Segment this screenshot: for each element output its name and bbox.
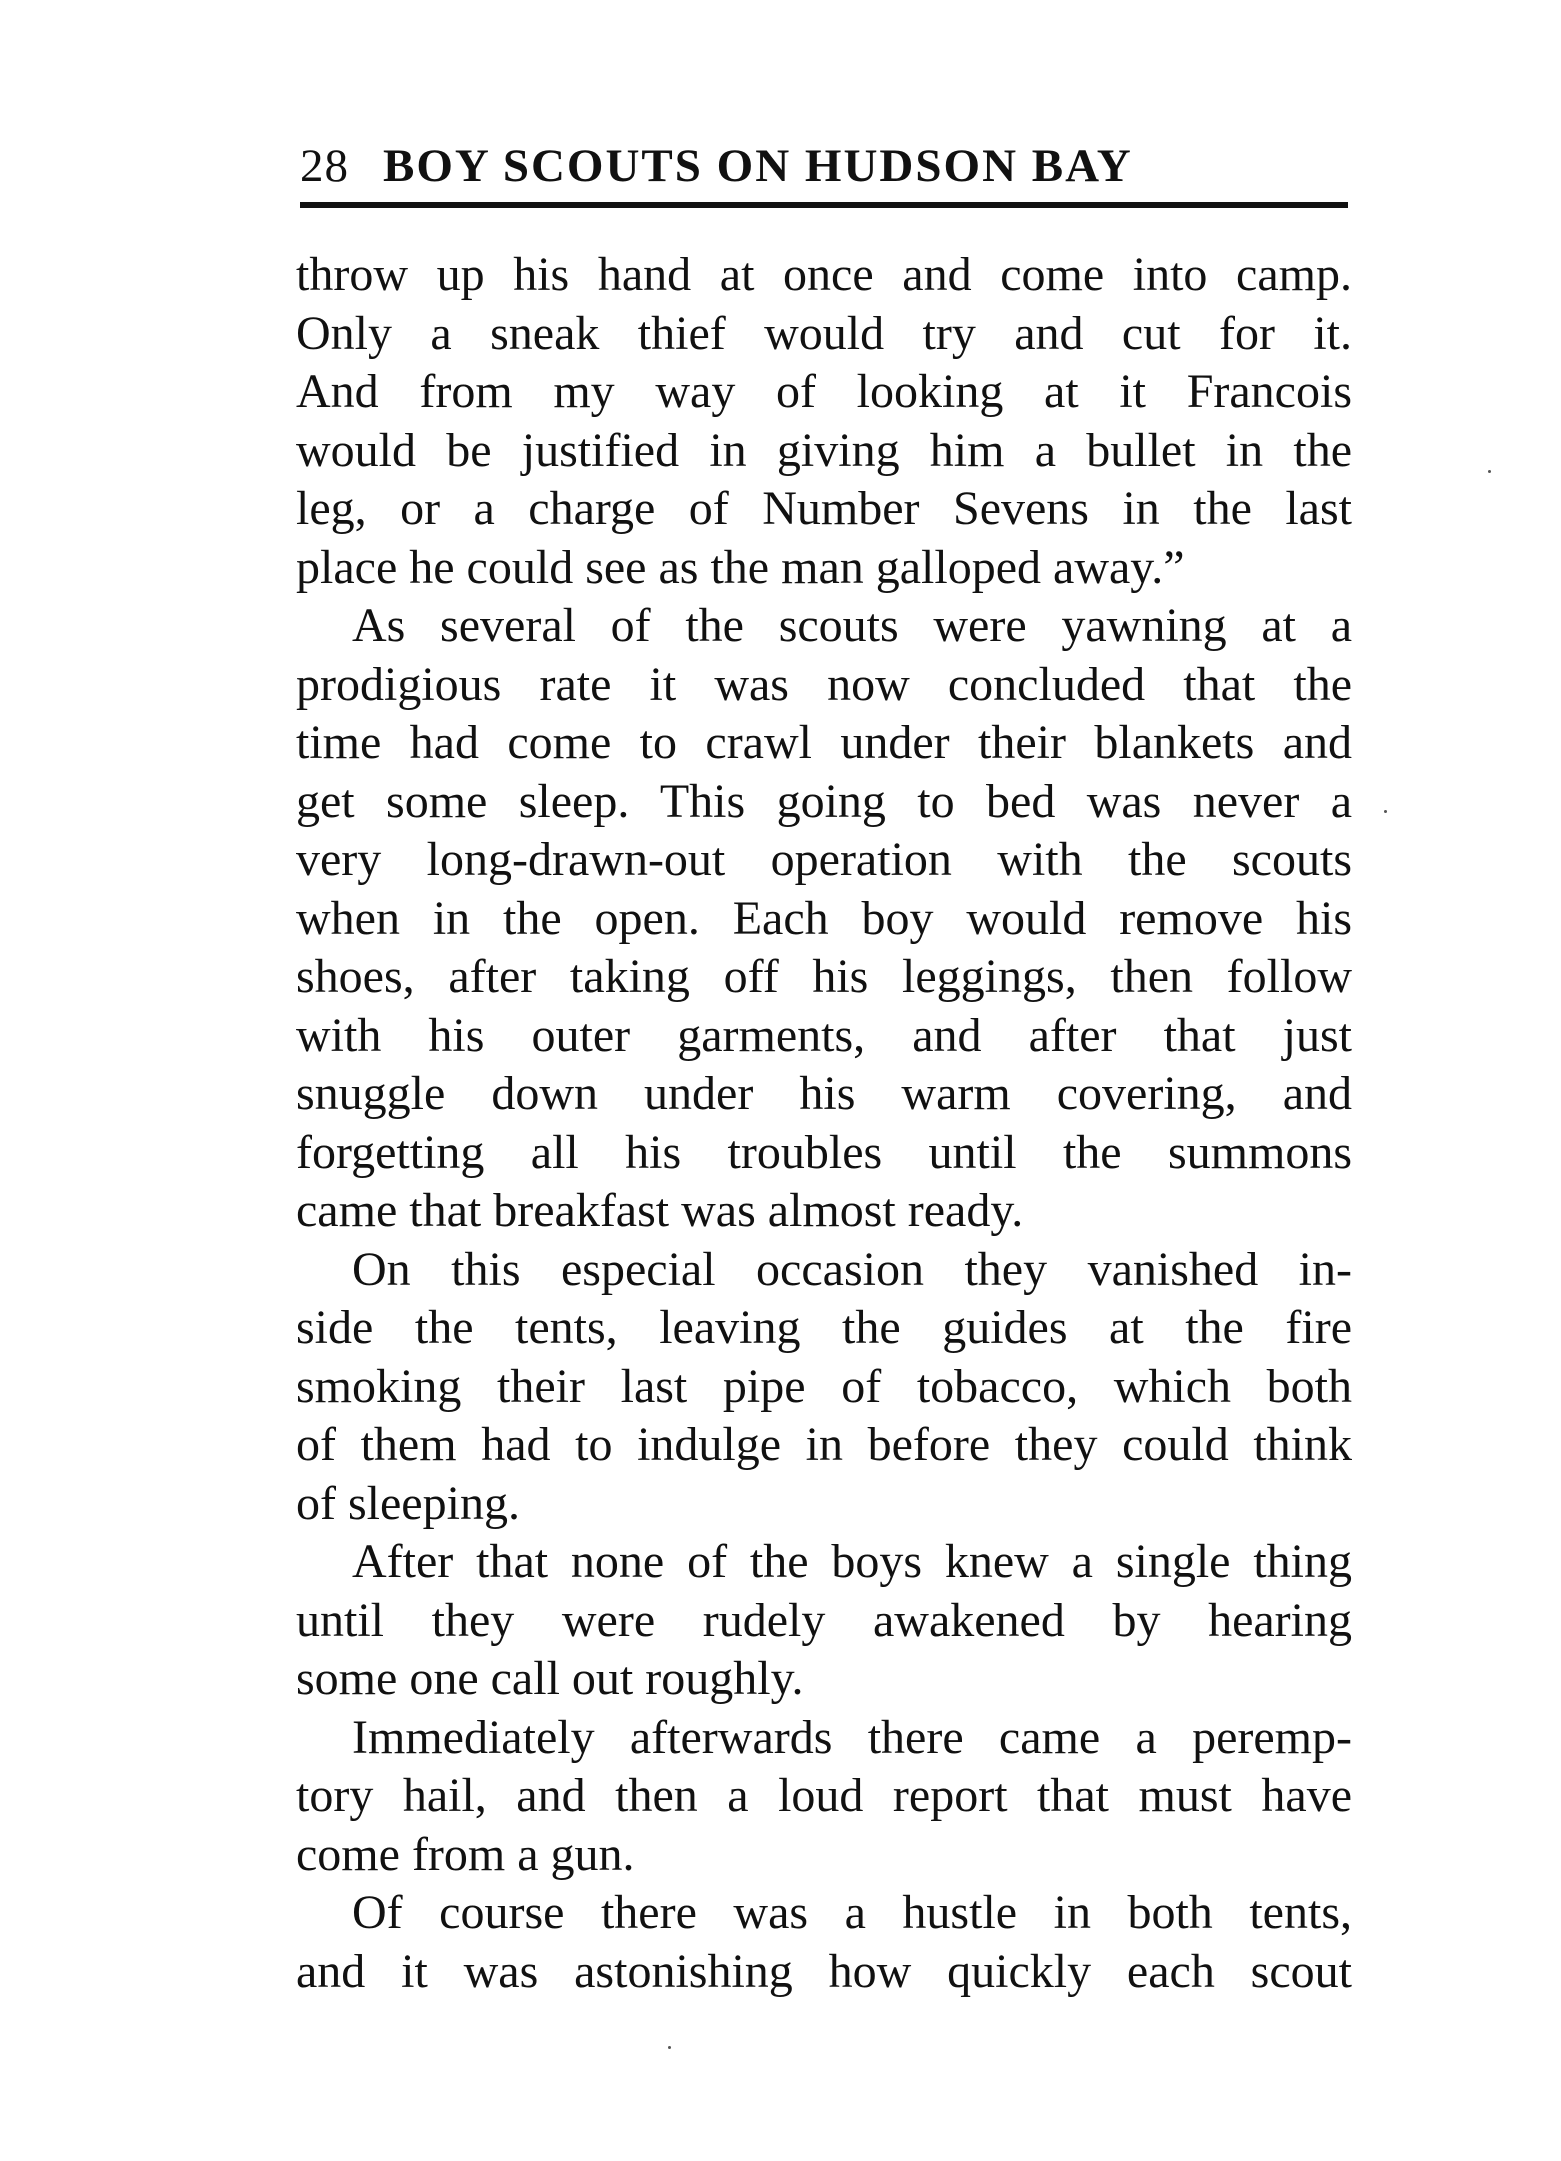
text-line: and it was astonishing how quickly each scout [296,1944,1352,1998]
page-header [300,138,1348,194]
text-line: until they were rudely awakened by hearing [296,1593,1352,1647]
text-line: snuggle down under his warm covering, and [296,1067,1352,1120]
text-line: come from a gun. [296,1827,635,1881]
text-line: came that breakfast was almost ready. [296,1184,1024,1237]
text-line: As several of the scouts were yawning at a [352,599,1352,652]
text-line: side the tents, leaving the guides at the fire [296,1301,1352,1354]
text-line: After that none of the boys knew a single thing [352,1535,1352,1588]
text-line: get some sleep. This going to bed was never a [296,774,1352,828]
text-line: And from my way of looking at it Francois [296,365,1352,418]
text-line: of them had to indulge in before they could think [296,1418,1352,1471]
text-line: tory hail, and then a loud report that must have [296,1769,1352,1822]
text-line: time had come to crawl under their blankets and [296,716,1352,769]
text-line: when in the open. Each boy would remove his [296,891,1352,945]
body-text [296,246,1352,2001]
text-line: leg, or a charge of Number Sevens in the last [296,482,1352,535]
text-line: very long-drawn-out operation with the scouts [296,833,1352,886]
scan-speck [668,2046,671,2049]
text-line: of sleeping. [296,1476,520,1530]
text-line: Immediately afterwards there came a peremp- [352,1710,1352,1764]
text-line: On this especial occasion they vanished in- [352,1242,1352,1296]
text-line: place he could see as the man galloped away.” [296,540,1185,594]
text-line: some one call out roughly. [296,1652,804,1705]
scan-speck [1384,810,1387,813]
text-line: prodigious rate it was now concluded that the [296,657,1352,711]
text-line: Of course there was a hustle in both tents, [352,1886,1352,1939]
running-title: BOY SCOUTS ON HUDSON BAY [383,140,1133,192]
scan-speck [1488,470,1491,473]
text-line: forgetting all his troubles until the summons [296,1125,1352,1179]
page-number: 28 [300,140,349,192]
text-line: Only a sneak thief would try and cut for it. [296,306,1352,360]
text-line: would be justified in giving him a bullet in the [296,423,1352,477]
text-line: with his outer garments, and after that just [296,1008,1352,1062]
text-line: shoes, after taking off his leggings, then follow [296,950,1352,1003]
text-line: smoking their last pipe of tobacco, which both [296,1359,1352,1413]
text-line: throw up his hand at once and come into camp. [296,248,1352,301]
header-rule [300,202,1348,208]
